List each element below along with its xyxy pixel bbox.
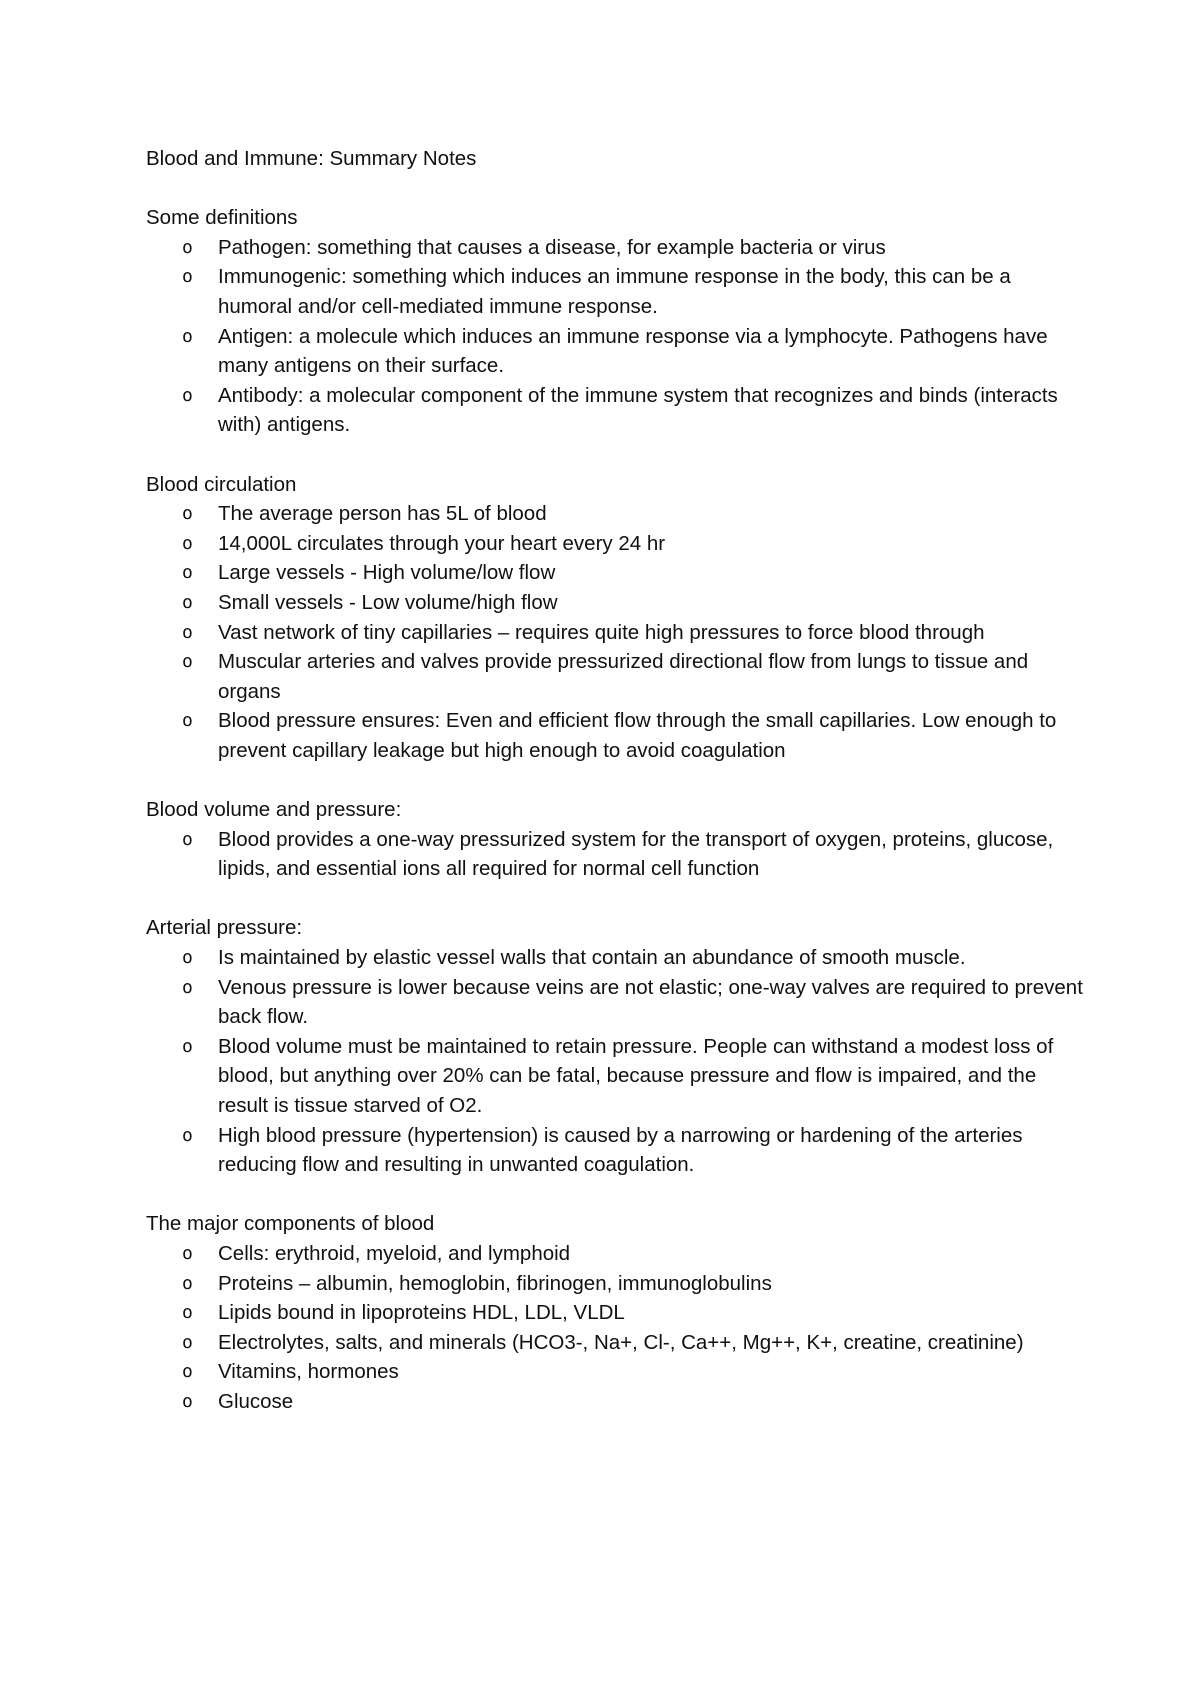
bullet-icon: o bbox=[182, 710, 193, 732]
document-title: Blood and Immune: Summary Notes bbox=[146, 147, 477, 170]
list-item bbox=[146, 588, 1086, 618]
list-item-text: Immunogenic: something which induces an immune response in the body, this can be a humoral and/or cell-mediated immune response. bbox=[218, 265, 1011, 318]
bullet-icon: o bbox=[182, 1124, 193, 1146]
section-heading: Blood volume and pressure: bbox=[146, 798, 402, 822]
bullet-icon: o bbox=[182, 1242, 193, 1264]
section-blood-circulation bbox=[146, 470, 1086, 766]
bullet-icon: o bbox=[182, 1302, 193, 1324]
bullet-icon: o bbox=[182, 1272, 193, 1294]
list-item bbox=[146, 1328, 1086, 1358]
list-item bbox=[146, 1387, 1086, 1417]
list-item-text: Vast network of tiny capillaries – requires quite high pressures to force blood through bbox=[218, 620, 985, 644]
list-item bbox=[146, 973, 1086, 1032]
list-item-text: Muscular arteries and valves provide pressurized directional flow from lungs to tissue and organs bbox=[218, 650, 1029, 703]
list-item-text: Blood pressure ensures: Even and efficient flow through the small capillaries. Low enough to prevent capillary leakage but high enough to avoid coagulation bbox=[218, 709, 1057, 762]
list-item-text: High blood pressure (hypertension) is caused by a narrowing or hardening of the arteries reducing flow and resulting in unwanted coagulation. bbox=[218, 1123, 1023, 1177]
list-item bbox=[146, 1357, 1086, 1387]
list-item bbox=[146, 825, 1086, 884]
bullet-list bbox=[146, 1239, 1086, 1417]
list-item bbox=[146, 499, 1086, 529]
bullet-icon: o bbox=[182, 532, 193, 554]
section-blood-volume-pressure bbox=[146, 795, 1086, 884]
bullet-icon: o bbox=[182, 1331, 193, 1353]
section-definitions bbox=[146, 203, 1086, 440]
list-item-text: Blood volume must be maintained to retain pressure. People can withstand a modest loss of blood, but anything over 20% can be fatal, because pressure and flow is impaired, and the result is tissue starved of O2. bbox=[218, 1034, 1054, 1117]
bullet-list bbox=[146, 943, 1086, 1180]
section-arterial-pressure bbox=[146, 913, 1086, 1179]
list-item-text: Cells: erythroid, myeloid, and lymphoid bbox=[218, 1241, 571, 1265]
list-item-text: Lipids bound in lipoproteins HDL, LDL, VLDL bbox=[218, 1301, 625, 1325]
list-item bbox=[146, 1239, 1086, 1269]
list-item bbox=[146, 618, 1086, 648]
bullet-icon: o bbox=[182, 503, 193, 525]
bullet-icon: o bbox=[182, 947, 193, 969]
bullet-icon: o bbox=[182, 1035, 193, 1057]
section-heading: The major components of blood bbox=[146, 1212, 435, 1236]
bullet-icon: o bbox=[182, 236, 193, 258]
list-item-text: Electrolytes, salts, and minerals (HCO3-, Na+, Cl-, Ca++, Mg++, K+, creatine, creatinine) bbox=[218, 1330, 1024, 1354]
bullet-icon: o bbox=[182, 266, 193, 288]
list-item-text: Antibody: a molecular component of the immune system that recognizes and binds (interacts with) antigens. bbox=[218, 383, 1058, 437]
list-item bbox=[146, 1121, 1086, 1180]
list-item-text: Antigen: a molecule which induces an immune response via a lymphocyte. Pathogens have many antigens on their surface. bbox=[218, 324, 1048, 378]
list-item bbox=[146, 1298, 1086, 1328]
list-item-text: Large vessels - High volume/low flow bbox=[218, 561, 556, 585]
section-heading: Blood circulation bbox=[146, 472, 297, 496]
bullet-icon: o bbox=[182, 651, 193, 673]
bullet-icon: o bbox=[182, 621, 193, 643]
list-item bbox=[146, 706, 1086, 765]
section-heading: Arterial pressure: bbox=[146, 916, 303, 940]
bullet-icon: o bbox=[182, 976, 193, 998]
bullet-icon: o bbox=[182, 384, 193, 406]
list-item-text: Glucose bbox=[218, 1389, 294, 1413]
document-page bbox=[146, 144, 1086, 1417]
bullet-icon: o bbox=[182, 1390, 193, 1412]
list-item-text: Venous pressure is lower because veins are not elastic; one-way valves are required to prevent back flow. bbox=[218, 975, 1083, 1029]
bullet-list bbox=[146, 825, 1086, 884]
list-item bbox=[146, 262, 1086, 321]
list-item-text: Proteins – albumin, hemoglobin, fibrinogen, immunoglobulins bbox=[218, 1271, 772, 1295]
list-item-text: Vitamins, hormones bbox=[218, 1360, 399, 1384]
list-item-text: Blood provides a one-way pressurized system for the transport of oxygen, proteins, glucose, lipids, and essential ions all required for normal cell function bbox=[218, 827, 1054, 881]
list-item bbox=[146, 647, 1086, 706]
list-item bbox=[146, 322, 1086, 381]
list-item-text: Is maintained by elastic vessel walls that contain an abundance of smooth muscle. bbox=[218, 946, 966, 970]
list-item bbox=[146, 558, 1086, 588]
list-item-text: Small vessels - Low volume/high flow bbox=[218, 590, 558, 614]
bullet-list bbox=[146, 233, 1086, 440]
list-item-text: 14,000L circulates through your heart every 24 hr bbox=[218, 531, 666, 555]
list-item bbox=[146, 1032, 1086, 1121]
bullet-icon: o bbox=[182, 828, 193, 850]
section-heading: Some definitions bbox=[146, 206, 298, 230]
bullet-list bbox=[146, 499, 1086, 765]
list-item-text: The average person has 5L of blood bbox=[218, 502, 547, 526]
list-item-text: Pathogen: something that causes a disease, for example bacteria or virus bbox=[218, 235, 886, 259]
list-item bbox=[146, 1269, 1086, 1299]
section-major-components bbox=[146, 1209, 1086, 1416]
bullet-icon: o bbox=[182, 562, 193, 584]
list-item bbox=[146, 529, 1086, 559]
list-item bbox=[146, 943, 1086, 973]
list-item bbox=[146, 233, 1086, 263]
bullet-icon: o bbox=[182, 591, 193, 613]
list-item bbox=[146, 381, 1086, 440]
bullet-icon: o bbox=[182, 1361, 193, 1383]
bullet-icon: o bbox=[182, 325, 193, 347]
